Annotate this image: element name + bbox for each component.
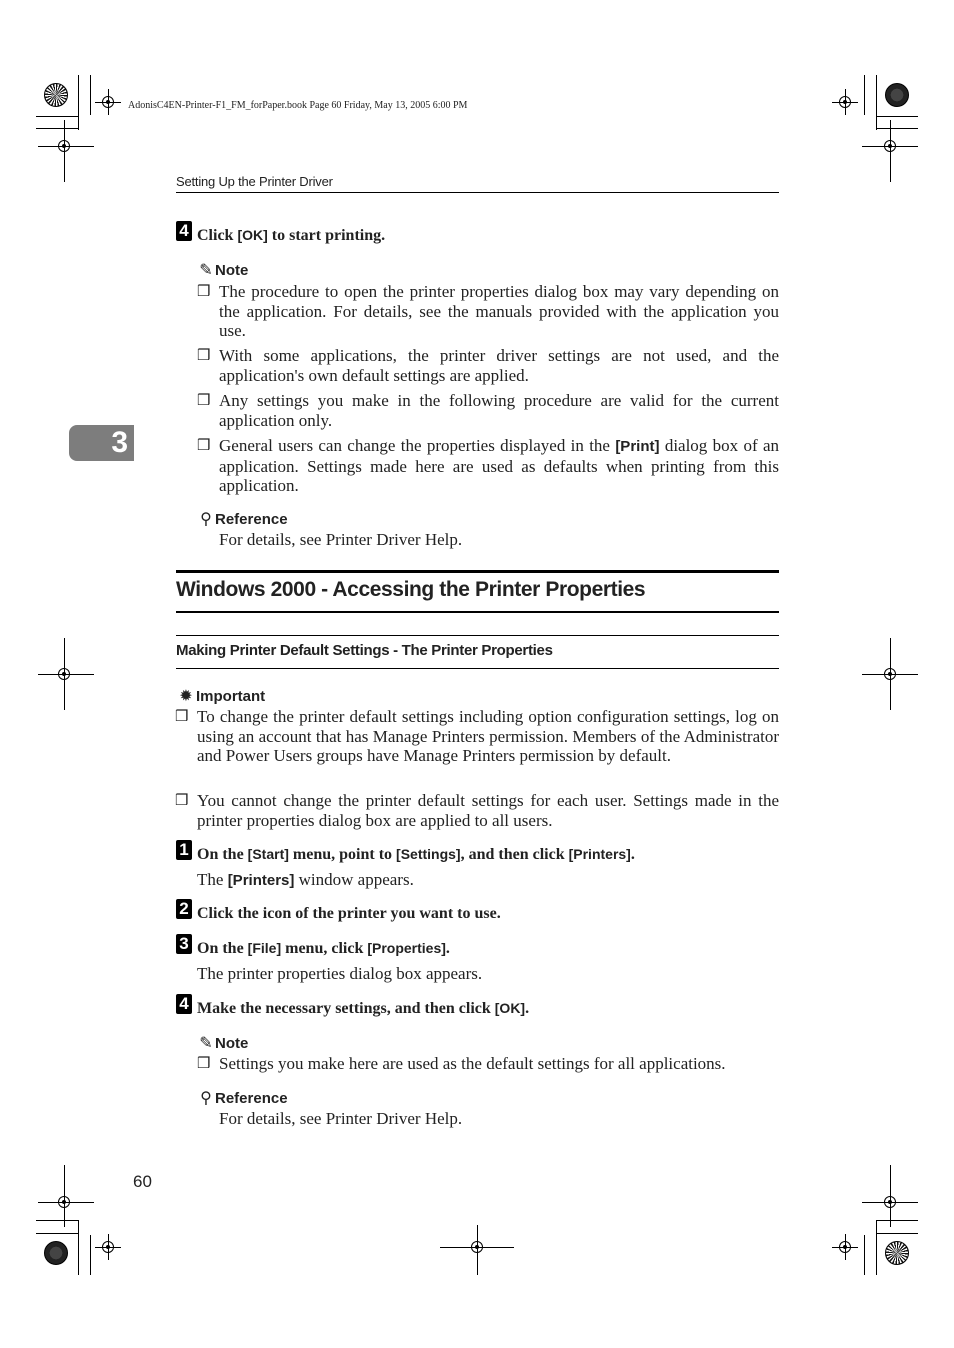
running-head: Setting Up the Printer Driver xyxy=(176,174,333,189)
print-info: AdonisC4EN-Printer-F1_FM_forPaper.book Page 60 Friday, May 13, 2005 6:00 PM xyxy=(128,100,468,111)
step-number: 4 xyxy=(176,994,192,1014)
key-ok: [OK] xyxy=(237,227,268,243)
checkbox-bullet-icon: ❒ xyxy=(197,1056,211,1072)
important-badge-icon: ✹ xyxy=(179,688,193,705)
note-item: ❒ The procedure to open the printer properties dialog box may vary depending on the application. For details, see the manuals provided with the application you use. xyxy=(197,282,779,340)
registration-disk-icon xyxy=(44,83,68,107)
pencil-icon: ✎ xyxy=(199,1035,213,1052)
note-item: ❒ Settings you make here are used as the default settings for all applications. xyxy=(197,1054,726,1073)
step-result: The [Printers] window appears. xyxy=(197,870,414,889)
pencil-icon: ✎ xyxy=(199,262,213,279)
registration-cross-icon xyxy=(102,1241,114,1253)
chapter-tab xyxy=(69,425,134,461)
heading-1: Windows 2000 - Accessing the Printer Properties xyxy=(176,578,646,601)
registration-disk-icon xyxy=(885,1241,909,1265)
reference-text: For details, see Printer Driver Help. xyxy=(219,530,463,549)
key-file: [File] xyxy=(247,940,282,956)
reference-heading: ⚲ Reference xyxy=(197,509,288,529)
checkbox-bullet-icon: ❒ xyxy=(197,284,211,300)
step-text: On the [File] menu, click [Properties]. xyxy=(197,940,450,957)
step-text: Make the necessary settings, and then click [OK]. xyxy=(197,1000,530,1017)
registration-disk-icon xyxy=(885,83,909,107)
registration-disk-icon xyxy=(44,1241,68,1265)
important-item: ❒ You cannot change the printer default settings for each user. Settings made in the printer properties dialog box are applied to all users. xyxy=(175,791,779,830)
key-start: [Start] xyxy=(247,846,289,862)
step-text: On the [Start] menu, point to [Settings], and then click [Printers]. xyxy=(197,846,635,863)
heading-2: Making Printer Default Settings - The Printer Properties xyxy=(176,642,553,659)
registration-cross-icon xyxy=(839,96,851,108)
key-printers: [Printers] xyxy=(568,846,631,862)
step-number: 4 xyxy=(176,221,192,241)
subheading-rule-bottom xyxy=(176,668,779,669)
note-heading: ✎ Note xyxy=(197,260,248,280)
reference-text: For details, see Printer Driver Help. xyxy=(219,1109,463,1128)
key-properties: [Properties] xyxy=(367,940,446,956)
heading-rule-top xyxy=(176,570,779,573)
step-number: 2 xyxy=(176,899,192,919)
page-number: 60 xyxy=(133,1172,152,1191)
key-ok: [OK] xyxy=(494,1000,526,1016)
step-number: 1 xyxy=(176,840,192,860)
registration-cross-icon xyxy=(839,1241,851,1253)
heading-rule-bottom xyxy=(176,611,779,613)
key-settings: [Settings] xyxy=(396,846,461,862)
note-item: ❒ With some applications, the printer driver settings are not used, and the application's own default settings are applied. xyxy=(197,346,779,385)
checkbox-bullet-icon: ❒ xyxy=(175,709,189,725)
important-heading: ✹ Important xyxy=(176,686,265,706)
magnifier-icon: ⚲ xyxy=(200,511,212,528)
note-item: ❒ Any settings you make in the following procedure are valid for the current application only. xyxy=(197,391,779,430)
key-print: [Print] xyxy=(615,438,660,455)
step-text: Click [OK] to start printing. xyxy=(197,227,386,244)
registration-cross-icon xyxy=(102,96,114,108)
step-text: Click the icon of the printer you want to use. xyxy=(197,905,501,922)
checkbox-bullet-icon: ❒ xyxy=(197,348,211,364)
reference-heading: ⚲ Reference xyxy=(197,1088,288,1108)
running-head-rule xyxy=(176,192,779,193)
step-number: 3 xyxy=(176,934,192,954)
important-item: ❒ To change the printer default settings including option configuration settings, log on using an account that has Manage Printers permission. Members of the Administrator and Power Users groups have Manage Printers permission by default. xyxy=(175,707,779,765)
checkbox-bullet-icon: ❒ xyxy=(197,438,211,454)
checkbox-bullet-icon: ❒ xyxy=(197,393,211,409)
note-item: ❒ General users can change the properties displayed in the [Print] dialog box of an application. Settings made here are used as defaults when printing from this application. xyxy=(197,436,779,495)
checkbox-bullet-icon: ❒ xyxy=(175,793,189,809)
chapter-number: 3 xyxy=(111,426,128,459)
magnifier-icon: ⚲ xyxy=(200,1090,212,1107)
note-heading: ✎ Note xyxy=(197,1033,248,1053)
key-printers: [Printers] xyxy=(227,872,295,889)
subheading-rule-top xyxy=(176,635,779,636)
step-result: The printer properties dialog box appears. xyxy=(197,964,483,983)
